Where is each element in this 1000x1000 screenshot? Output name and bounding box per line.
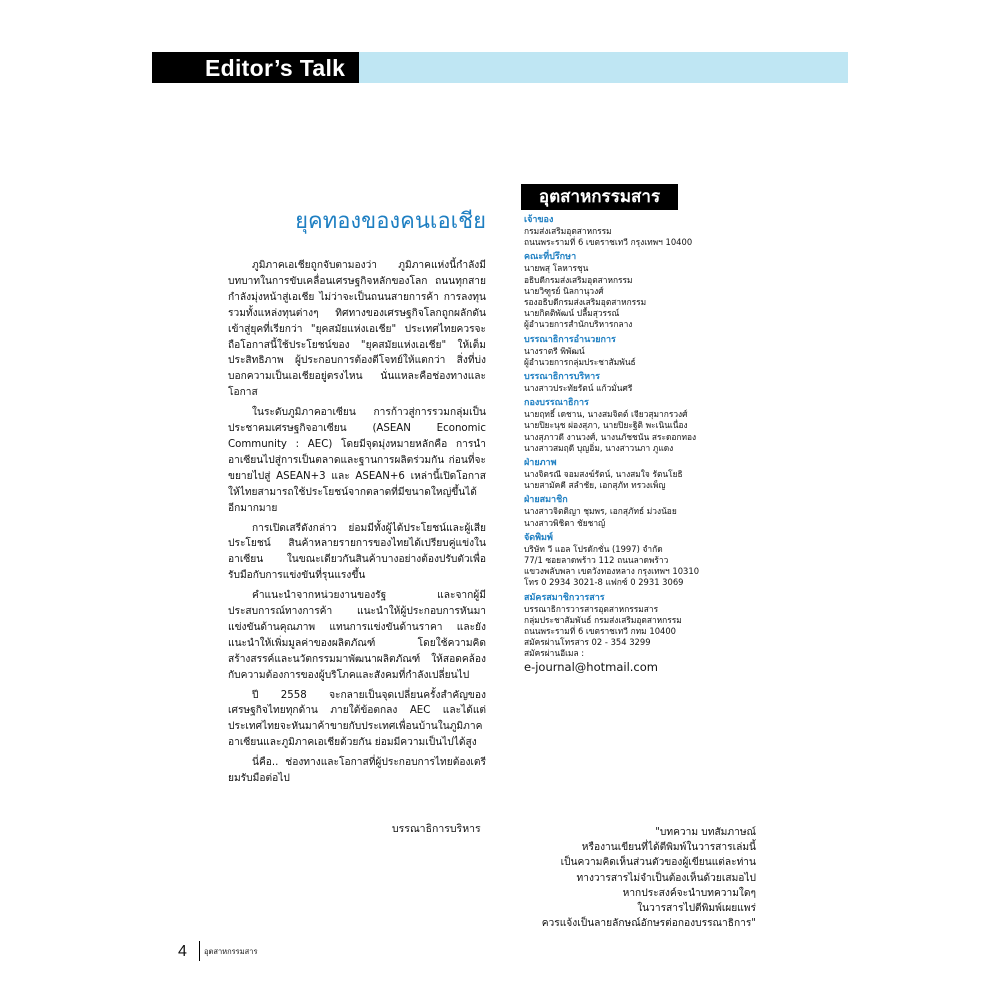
masthead-heading: บรรณาธิการอำนวยการ (524, 334, 616, 345)
masthead-heading: จัดพิมพ์ (524, 532, 553, 543)
masthead-line: ถนนพระรามที่ 6 เขตราชเทวี กทม 10400 (524, 626, 677, 637)
masthead-line: นางสาวสมฤดี บุญอิ่ม, นางสาวนภา ภูแดง (524, 442, 674, 453)
masthead-line: นายกิตติพัฒน์ ปลื้มสุวรรณ์ (524, 308, 620, 319)
running-footer: อุตสาหกรรมสาร (204, 947, 258, 956)
masthead-line: นางจิตรณี จอมสงฆ์รัตน์, นางสมใจ รัตนโยธิ (524, 469, 683, 480)
masthead-line: นางสาวพิชิตา ชัยชาญ์ (524, 517, 606, 528)
disclaimer-quote (508, 825, 756, 931)
masthead-line: ผู้อำนวยการกลุ่มประชาสัมพันธ์ (524, 356, 636, 367)
masthead-line: นางสุภาวดี งานวงศ์, นางนภัชชนัน สระดอกทอง (524, 431, 697, 442)
quote-line: หากประสงค์จะนำบทความใดๆ (622, 887, 756, 899)
quote-line: เป็นความคิดเห็นส่วนตัวของผู้เขียนแต่ละท่าน (560, 857, 756, 869)
article-body (228, 258, 486, 791)
article-paragraph: การเปิดเสรีดังกล่าว ย่อมมีทั้งผู้ได้ประโยชน์และผู้เสียประโยชน์ สินค้าหลายรายการของไทยได้เปรียบคู่แข่งในอาเซียน ในขณะเดียวกันสินค้าบางอย่างต้องปรับตัวเพื่อรับมือกับการแข่งขันที่รุนแรงขึ้น (228, 522, 486, 582)
masthead-line: นางสาวจิตติญา ชุมพร, เอกสุภัทธ์ ม่วงน้อย (524, 506, 677, 517)
masthead-line: สมัครผ่านโทรสาร 02 - 354 3299 (524, 637, 651, 648)
masthead-line: นายพสุ โลหารชุน (524, 263, 589, 274)
masthead-heading: ฝ่ายสมาชิก (524, 495, 568, 506)
masthead-line: อธิบดีกรมส่งเสริมอุตสาหกรรม (524, 274, 633, 285)
masthead-line: 77/1 ซอยลาดพร้าว 112 ถนนลาดพร้าว (524, 555, 669, 566)
masthead-line: แขวงพลับพลา เขตวังทองหลาง กรุงเทพฯ 10310 (524, 566, 700, 577)
masthead-line: กรมส่งเสริมอุตสาหกรรม (524, 226, 612, 236)
masthead-heading: บรรณาธิการบริหาร (524, 372, 600, 383)
article-paragraph: ภูมิภาคเอเชียถูกจับตามองว่า ภูมิภาคแห่งนี้กำลังมีบทบาทในการขับเคลื่อนเศรษฐกิจหลักของโลก ถนนทุกสายกำลังมุ่งหน้าสู่เอเชีย ไม่ว่าจะเป็นถนนสายการค้า การลงทุน รวมทั้งแหล่งทุนต่างๆ ทิศทางของเศรษฐกิจโลกถูกผลักดันเข้าสู่ยุคที่เรียกว่า "ยุคสมัยแห่งเอเชีย" ประเทศไทยควรจะถือโอกาสนี้ใช้ประโยชน์ของ "ยุคสมัยแห่งเอเชีย" ให้เต็มประสิทธิภาพ ผู้ประกอบการต้องตีโจทย์ให้แตกว่า สิ่งที่บ่งบอกความเป็นเอเชียอยู่ตรงไหน นั่นแหละคือช่องทางและโอกาส (228, 260, 486, 399)
quote-line: ทางวารสารไม่จำเป็นต้องเห็นด้วยเสมอไป (576, 872, 756, 884)
masthead-section-printer (524, 532, 754, 589)
article-title: ยุคทองของคนเอเชีย (295, 209, 486, 234)
quote-line: ควรแจ้งเป็นลายลักษณ์อักษรต่อกองบรรณาธิการ" (541, 918, 756, 930)
masthead-line: บรรณาธิการวารสารอุตสาหกรรมสาร (524, 603, 659, 614)
article-paragraph: ปี 2558 จะกลายเป็นจุดเปลี่ยนครั้งสำคัญของเศรษฐกิจไทยทุกด้าน ภายใต้ข้อตกลง AEC และได้แต่ประเทศไทยจะหันมาค้าขายกับประเทศเพื่อนบ้านในภูมิภาคอาเซียนและภูมิภาคเอเชียด้วยกัน ย่อมมีความเป็นไปได้สูง (228, 689, 486, 749)
masthead-heading: สมัครสมาชิกวารสาร (524, 592, 605, 603)
masthead-line: รองอธิบดีกรมส่งเสริมอุตสาหกรรม (524, 297, 647, 308)
quote-line: หรืองานเขียนที่ได้ตีพิมพ์ในวารสารเล่มนี้ (581, 842, 756, 854)
masthead-line: บริษัท วี แอล โปรดักชั่น (1997) จำกัด (524, 543, 663, 554)
quote-line: "บทความ บทสัมภาษณ์ (655, 827, 756, 838)
subscription-email: e-journal@hotmail.com (524, 659, 658, 674)
masthead-line: นายวิฑูรย์ นิลกานุวงศ์ (524, 285, 604, 296)
masthead-line: ผู้อำนวยการสำนักบริหารกลาง (524, 319, 633, 330)
masthead-section-subscription (524, 592, 754, 674)
page-divider (199, 941, 200, 961)
masthead-line: นายสามัคคี สลำชัย, เอกสุภัท ทรวงเพ็ญ (524, 480, 666, 491)
masthead-line: โทร 0 2934 3021-8 แฟกซ์ 0 2931 3069 (524, 577, 684, 588)
section-title: Editor’s Talk (205, 55, 346, 81)
masthead-section-executive-editor (524, 371, 754, 394)
masthead-line: สมัครผ่านอีเมล : (524, 648, 585, 659)
masthead-section-members (524, 494, 754, 528)
masthead-section-owner (524, 214, 754, 248)
page-number: 4 (178, 943, 187, 960)
article-signature: บรรณาธิการบริหาร (392, 823, 481, 835)
article-paragraph: นี่คือ.. ช่องทางและโอกาสที่ผู้ประกอบการไทยต้องเตรียมรับมือต่อไป (228, 757, 486, 785)
masthead-heading: คณะที่ปรึกษา (524, 252, 577, 263)
masthead-section-director (524, 334, 754, 368)
masthead-heading: กองบรรณาธิการ (524, 398, 589, 409)
masthead-heading: เจ้าของ (524, 215, 554, 225)
masthead-heading: ฝ่ายภาพ (524, 458, 557, 469)
article-paragraph: คำแนะนำจากหน่วยงานของรัฐ และจากผู้มีประสบการณ์ทางการค้า แนะนำให้ผู้ประกอบการหันมาแข่งขันด้านคุณภาพ แทนการแข่งขันด้านราคา และยังแนะนำให้เพิ่มมูลค่าของผลิตภัณฑ์ โดยใช้ความคิดสร้างสรรค์และนวัตกรรมมาพัฒนาผลิตภัณฑ์ ให้สอดคล้องกับความต้องการของผู้บริโภคและสังคมที่กำลังเปลี่ยนไป (228, 590, 486, 681)
masthead-line: ถนนพระรามที่ 6 เขตราชเทวี กรุงเทพฯ 10400 (524, 237, 693, 248)
masthead-line: นางราตรี พิพัฒน์ (524, 345, 585, 356)
quote-line: ในวารสารไปตีพิมพ์เผยแพร่ (637, 903, 756, 915)
masthead-section-advisors (524, 251, 754, 330)
masthead (524, 214, 754, 677)
masthead-section-photo (524, 457, 754, 491)
masthead-line: นายฤทธิ์ เดชาน, นางสมจิตต์ เจียวสุมากรวงศ์ (524, 409, 688, 420)
masthead-section-editorial-board (524, 397, 754, 454)
article-paragraph: ในระดับภูมิภาคอาเซียน การก้าวสู่การรวมกลุ่มเป็นประชาคมเศรษฐกิจอาเซียน (ASEAN Economic Community : AEC) โดยมีจุดมุ่งหมายหลักคือ การนำอาเซียนไปสู่การเป็นตลาดและฐานการผลิตร่วมกัน ก่อนที่จะขยายไปสู่ ASEAN+3 และ ASEAN+6 เหล่านี้เปิดโอกาสให้ไทยสามารถใช้ประโยชน์จากตลาดที่มีขนาดใหญ่ขึ้นได้อีกมากมาย (228, 407, 486, 514)
masthead-line: กลุ่มประชาสัมพันธ์ กรมส่งเสริมอุตสาหกรรม (524, 614, 682, 625)
masthead-title: อุตสาหกรรมสาร (521, 184, 678, 210)
masthead-line: นายปิยะนุช ผ่องสุภา, นายปิยะฐิติ พะเนินเนื่อง (524, 420, 688, 431)
masthead-line: นางสาวประทัยรัตน์ แก้วมั่นศรี (524, 383, 633, 394)
